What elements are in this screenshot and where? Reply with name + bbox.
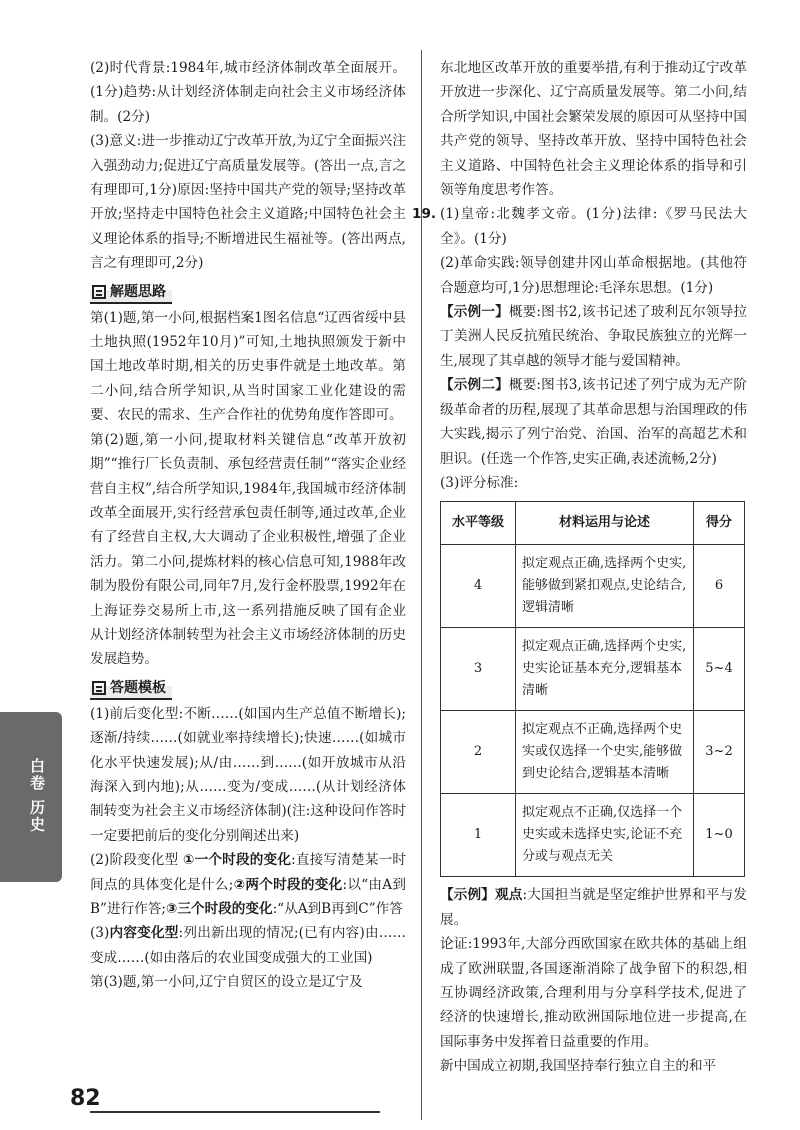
example-paragraph — [440, 300, 747, 373]
scoring-table — [440, 501, 745, 877]
side-tab-label: 白卷 历史 — [28, 758, 46, 834]
section-heading-jieti — [90, 282, 172, 304]
bold-term: ②两个时段的变化 — [233, 876, 343, 893]
answer-paragraph: (3)评分标准: — [440, 474, 519, 491]
text-run: 概要:图书3,该书记述了列宁成为无产阶级革命者的历程,展现了其革命思想与治国理政的伟大实践,揭示了列宁治党、治国、治军的高超艺术和胆识。(任选一个作答,史实正确,表述流畅,2分) — [440, 377, 747, 467]
bold-term: ①一个时段的变化 — [182, 852, 292, 869]
table-cell-level: 1 — [441, 794, 516, 877]
table-header: 水平等级 — [441, 502, 516, 545]
answer-paragraph: (3)意义:进一步推动辽宁改革开放,为辽宁全面振兴注入强劲动力;促进辽宁高质量发展等。(答出一点,言之有理即可,1分)原因:坚持中国共产党的领导;坚持改革开放;坚持走中国特色社会主义道路;中国特色社会主义理论体系的指导;不断增进民生福祉等。(答出两点,言之有理即可,2分) — [90, 133, 406, 272]
table-header: 得分 — [694, 502, 745, 545]
table-header-row — [441, 502, 745, 545]
table-row — [441, 794, 745, 877]
template-paragraph: (1)前后变化型:不断……(如国内生产总值不断增长);逐渐/持续……(如就业率持续增长);快速……(如城市化水平快速发展);从/由……到……(如开放城市从沿海深入到内地);从……变为/变成……(从计划经济体制转变为社会主义市场经济体制)(注:这种设问作答时一定要把前后的变化分别阐述出来) — [90, 705, 406, 844]
table-cell-score: 3~2 — [694, 711, 745, 794]
answer-paragraph: (2)时代背景:1984年,城市经济体制改革全面展开。(1分)趋势:从计划经济体制走向社会主义市场经济体制。(2分) — [90, 60, 406, 125]
example-tag: 【示例二】 — [440, 377, 509, 394]
table-cell-criteria: 拟定观点不正确,选择两个史实或仅选择一个史实,能够做到史论结合,逻辑基本清晰 — [516, 711, 694, 794]
question-number: 19. — [412, 206, 437, 223]
example-paragraph — [440, 883, 747, 932]
analysis-paragraph: 第(3)题,第一小问,辽宁自贸区的设立是辽宁及 — [90, 974, 363, 991]
table-cell-score: 1~0 — [694, 794, 745, 877]
text-run: (2)阶段变化型 — [90, 852, 183, 869]
table-cell-score: 6 — [694, 545, 745, 628]
section-heading-label: 解题思路 — [110, 283, 166, 300]
text-run: (3) — [90, 925, 110, 942]
text-run: 概要:图书2,该书记述了玻利瓦尔领导拉丁美洲人民反抗殖民统治、争取民族独立的光辉一生,展现了其卓越的领导才能与爱国精神。 — [440, 304, 747, 369]
table-header: 材料运用与论述 — [516, 502, 694, 545]
example-paragraph: 新中国成立初期,我国坚持奉行独立自主的和平 — [440, 1058, 717, 1075]
text-run: :直接写清楚某一时间点的具体变化是什么; — [90, 852, 406, 893]
answer-paragraph — [412, 202, 747, 251]
bold-term: ③三个时段的变化 — [165, 901, 273, 917]
page-number: 82 — [70, 1086, 101, 1111]
book-icon — [92, 681, 106, 695]
text-run: :列出新出现的情况;(已有内容)由……变成……(如由落后的农业国变成强大的工业国) — [90, 925, 406, 966]
bold-term: 观点 — [494, 887, 523, 904]
example-tag: 【示例】 — [440, 887, 495, 904]
section-heading-dati — [90, 678, 172, 700]
bold-term: 内容变化型 — [109, 925, 179, 942]
table-row — [441, 545, 745, 628]
right-column — [412, 56, 747, 1079]
table-row — [441, 711, 745, 794]
text-run: :“从A到B再到C”作答 — [272, 901, 403, 917]
text-run: :以“由A到B”进行作答; — [90, 876, 406, 917]
analysis-paragraph: 第(1)题,第一小问,根据档案1图名信息“辽西省绥中县土地执照(1952年10月)”可知,土地执照颁发于新中国土地改革时期,相关的历史事件就是土地改革。第二小问,结合所学知识,从当时国家工业化建设的需要、农民的需求、生产合作社的优势角度作答即可。 — [90, 309, 406, 424]
table-cell-level: 2 — [441, 711, 516, 794]
example-paragraph — [440, 373, 747, 471]
table-cell-level: 3 — [441, 628, 516, 711]
book-icon — [92, 285, 106, 299]
footer-rule — [90, 1111, 380, 1113]
text-run: :大国担当就是坚定维护世界和平与发展。 — [440, 887, 747, 928]
text-run: (1)皇帝:北魏孝文帝。(1分)法律:《罗马民法大全》。(1分) — [440, 206, 747, 247]
answer-paragraph: (2)革命实践:领导创建井冈山革命根据地。(其他符合题意均可,1分)思想理论:毛泽东思想。(1分) — [440, 255, 747, 296]
table-cell-level: 4 — [441, 545, 516, 628]
table-cell-criteria: 拟定观点正确,选择两个史实,史实论证基本充分,逻辑基本清晰 — [516, 628, 694, 711]
analysis-paragraph: 第(2)题,第一小问,提取材料关键信息“改革开放初期”“推行厂长负责制、承包经营责任制”“落实企业经营自主权”,结合所学知识,1984年,我国城市经济体制改革全面展开,实行经营承包责任制等,通过改革,企业有了经营自主权,大大调动了企业积极性,增强了企业活力。第二小问,提炼材料的核心信息可知,1988年改制为股份有限公司,同年7月,发行金杯股票,1992年在上海证券交易所上市,这一系列措施反映了国有企业从计划经济体制转型为社会主义市场经济体制的历史发展趋势。 — [90, 431, 406, 668]
table-cell-criteria: 拟定观点正确,选择两个史实,能够做到紧扣观点,史论结合,逻辑清晰 — [516, 545, 694, 628]
section-heading-label: 答题模板 — [110, 679, 166, 696]
template-paragraph — [90, 848, 406, 921]
table-cell-criteria: 拟定观点不正确,仅选择一个史实或未选择史实,论证不充分或与观点无关 — [516, 794, 694, 877]
analysis-paragraph: 东北地区改革开放的重要举措,有利于推动辽宁改革开放进一步深化、辽宁高质量发展等。第二小问,结合所学知识,中国社会繁荣发展的原因可从坚持中国共产党的领导、坚持改革开放、坚持中国特色社会主义道路、中国特色社会主义理论体系的指导和引领等角度思考作答。 — [440, 60, 747, 199]
example-tag: 【示例一】 — [440, 304, 509, 321]
left-column — [90, 56, 406, 995]
template-paragraph — [90, 921, 406, 970]
table-cell-score: 5~4 — [694, 628, 745, 711]
table-row — [441, 628, 745, 711]
side-tab — [0, 712, 62, 882]
example-paragraph: 论证:1993年,大部分西欧国家在欧共体的基础上组成了欧洲联盟,各国逐渐消除了战争留下的积怨,相互协调经济政策,合理利用与分享科学技术,促进了经济的快速增长,推动欧洲国际地位进一步提高,在国际事务中发挥着日益重要的作用。 — [440, 936, 747, 1050]
